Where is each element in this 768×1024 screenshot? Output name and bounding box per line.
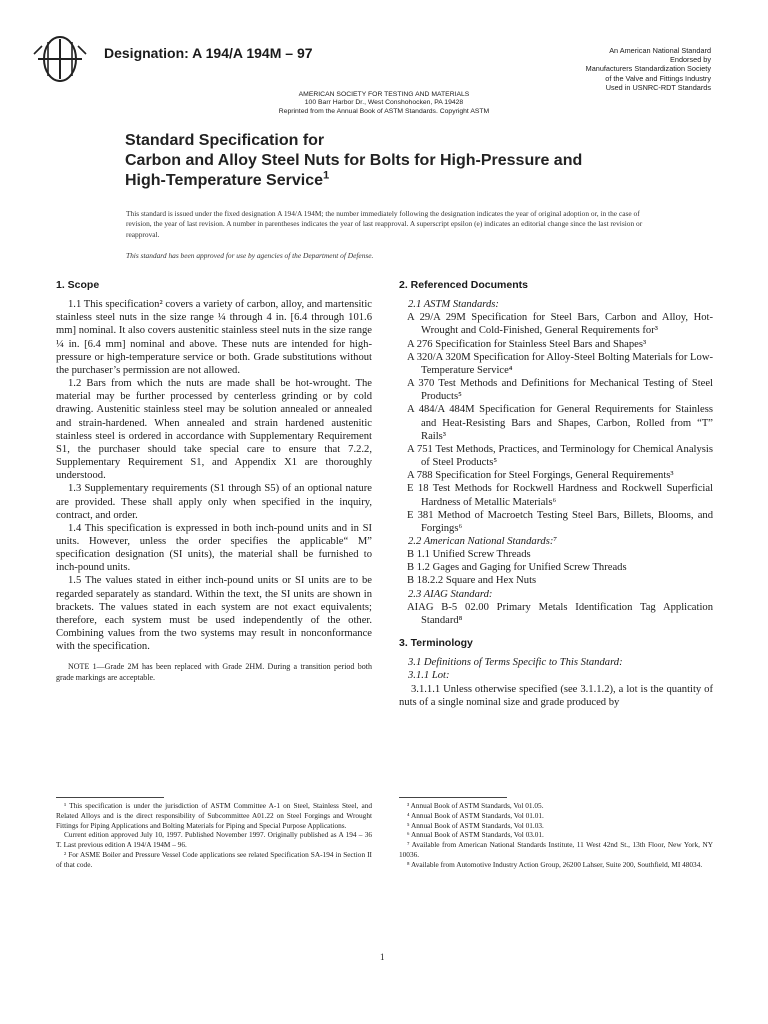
reference-item: AIAG B-5 02.00 Primary Metals Identification Tag Application Standard⁸: [407, 601, 713, 626]
scope-para: 1.2 Bars from which the nuts are made shall be hot-wrought. The material may be further processed by centerless grinding or by cold drawing. Austenitic stainless steel may be solution annealed or annealed and strain-hardened. When annealed and strain hardened austenitic stainless steel is ordered in accordance with Supplementary Requirement S1, the purchaser should take special care to ensure that 7.2.2, Supplementary Requirement S1, and Appendix X1 are thoroughly understood.: [56, 378, 372, 482]
section-heading-scope: 1. Scope: [56, 279, 100, 291]
reference-item: A 320/A 320M Specification for Alloy-Steel Bolting Materials for Low-Temperature Service⁴: [407, 351, 713, 376]
title-line: Carbon and Alloy Steel Nuts for Bolts for High-Pressure and: [125, 152, 583, 169]
reference-item: A 484/A 484M Specification for General Requirements for Stainless and Heat-Resisting Bars and Shapes, Carbon, Rolled from “T” Rails³: [407, 404, 713, 442]
ansi-standards-label: 2.2 American National Standards:⁷: [408, 535, 558, 547]
footnote: Current edition approved July 10, 1997. Published November 1997. Originally published as A 194 – 36 T. Last previous edition A 194/A 194M – 96.: [56, 830, 372, 850]
section-heading-terminology: 3. Terminology: [399, 637, 473, 650]
footnote: ⁷ Available from American National Standards Institute, 11 West 42nd St., 13th Floor, New York, NY 10036.: [399, 840, 713, 859]
society-info: [260, 91, 508, 116]
reference-item: B 18.2.2 Square and Hex Nuts: [407, 575, 537, 587]
footnote: ³ Annual Book of ASTM Standards, Vol 01.05.: [407, 801, 544, 810]
scope-para: 1.3 Supplementary requirements (S1 through S5) of an optional nature are provided. These shall apply only when specified in the inquiry, contract, and order.: [56, 483, 372, 521]
section-heading-referenced: 2. Referenced Documents: [399, 279, 528, 291]
page-number: 1: [380, 952, 385, 962]
reference-item: A 788 Specification for Steel Forgings, General Requirements³: [407, 470, 674, 482]
defense-approval: This standard has been approved for use by agencies of the Department of Defense.: [126, 251, 374, 260]
society-line: 100 Barr Harbor Dr., West Conshohocken, PA 19428: [304, 99, 464, 107]
reference-item: B 1.1 Unified Screw Threads: [407, 549, 531, 561]
notice-line: Endorsed by: [670, 55, 711, 65]
footnote: ⁵ Annual Book of ASTM Standards, Vol 01.03.: [407, 820, 544, 830]
footnotes-right: [399, 801, 713, 870]
footnote-divider: [399, 797, 507, 798]
footnote: ⁴ Annual Book of ASTM Standards, Vol 01.01.: [407, 810, 544, 820]
notice-line: Used in USNRC-RDT Standards: [605, 82, 711, 92]
designation: Designation: A 194/A 194M – 97: [104, 45, 313, 61]
footnote: ² For ASME Boiler and Pressure Vessel Code applications see related Specification SA-194 in Section II of that code.: [56, 849, 372, 869]
reference-item: A 276 Specification for Stainless Steel Bars and Shapes³: [407, 338, 647, 350]
footnote: ⁸ Available from Automotive Industry Action Group, 26200 Lahser, Suite 200, Southfield, MI 48034.: [407, 859, 703, 869]
reference-item: E 18 Test Methods for Rockwell Hardness and Rockwell Superficial Hardness of Metallic Materials⁶: [407, 483, 713, 508]
page-title: [125, 131, 725, 191]
reference-item: E 381 Method of Macroetch Testing Steel Bars, Billets, Blooms, and Forgings⁶: [407, 509, 713, 534]
lot-text: 3.1.1.1 Unless otherwise specified (see 3.1.1.2), a lot is the quantity of nuts of a single nominal size and grade produced by: [399, 683, 713, 708]
aiag-standard-label: 2.3 AIAG Standard:: [408, 588, 493, 600]
left-column: [56, 279, 372, 683]
scope-para: 1.1 This specification² covers a variety of carbon, alloy, and martensitic stainless steel nuts in the size range ¼ through 4 in. [6.4 through 101.6 mm] nominal. It also covers austenitic stainless steel nuts in the size range ¼ in. [6.4 mm] nominal and above. These nuts are intended for high-pressure or high-temperature service or both. Grade substitutions without the purchaser’s permission are not allowed.: [56, 299, 372, 376]
title-footnote-mark: 1: [323, 169, 330, 182]
right-column: [399, 279, 713, 709]
reference-item: A 370 Test Methods and Definitions for Mechanical Testing of Steel Products⁵: [407, 378, 713, 403]
scope-para: 1.4 This specification is expressed in both inch-pound units and in SI units. However, unless the order specifies the applicable“ M” specification designation (SI units), the material shall be furnished to inch-pound units.: [56, 522, 372, 574]
title-text: High-Temperature Service: [125, 172, 323, 189]
notice-line: An American National Standard: [609, 46, 711, 55]
footnote: ¹ This specification is under the jurisdiction of ASTM Committee A-1 on Steel, Stainless Steel, and Related Alloys and is the direct responsibility of Subcommittee A01.22 on Steel Forgings and Wrought Fittings for Piping Applications and Bolting Materials for Piping and Special Purpose Applications.: [56, 801, 372, 830]
intro-text: This standard is issued under the fixed designation A 194/A 194M; the number immediately following the designation indicates the year of original adoption or, in the case of revision, the year of last revision. A number in parentheses indicates the year of last reapproval. A superscript epsilon (e) indicates an editorial change since the last revision or reapproval.: [126, 209, 643, 239]
society-line: Reprinted from the Annual Book of ASTM Standards. Copyright ASTM: [278, 107, 490, 115]
notice-line: Manufacturers Standardization Society: [585, 64, 711, 74]
astm-logo: [28, 34, 92, 84]
society-line: AMERICAN SOCIETY FOR TESTING AND MATERIALS: [298, 91, 470, 98]
title-line: [125, 171, 725, 191]
note: NOTE 1—Grade 2M has been replaced with Grade 2HM. During a transition period both grade markings are acceptable.: [56, 662, 372, 683]
scope-para: 1.5 The values stated in either inch-pound units or SI units are to be regarded separately as standard. Within the text, the SI units are shown in brackets. The values stated in each system are not exact equivalents; therefore, each system must be used independently of the other. Combining values from the two systems may result in nonconformance with the specification.: [56, 575, 372, 653]
definitions-label: 3.1 Definitions of Terms Specific to This Standard:: [408, 657, 623, 669]
footnote-divider: [56, 797, 164, 798]
astm-standards-label: 2.1 ASTM Standards:: [408, 299, 499, 311]
notice-line: of the Valve and Fittings Industry: [605, 73, 711, 83]
footnotes-left: [56, 801, 372, 870]
reference-item: A 29/A 29M Specification for Steel Bars, Carbon and Alloy, Hot-Wrought and Cold-Finished, General Requirements for³: [407, 312, 713, 337]
footnote: ⁶ Annual Book of ASTM Standards, Vol 03.01.: [407, 830, 544, 840]
reference-item: A 751 Test Methods, Practices, and Terminology for Chemical Analysis of Steel Products⁵: [407, 443, 713, 469]
title-line: Standard Specification for: [125, 132, 325, 149]
reference-item: B 1.2 Gages and Gaging for Unified Screw Threads: [407, 562, 627, 574]
standard-notice: [481, 46, 711, 92]
lot-label: 3.1.1 Lot:: [408, 670, 450, 682]
